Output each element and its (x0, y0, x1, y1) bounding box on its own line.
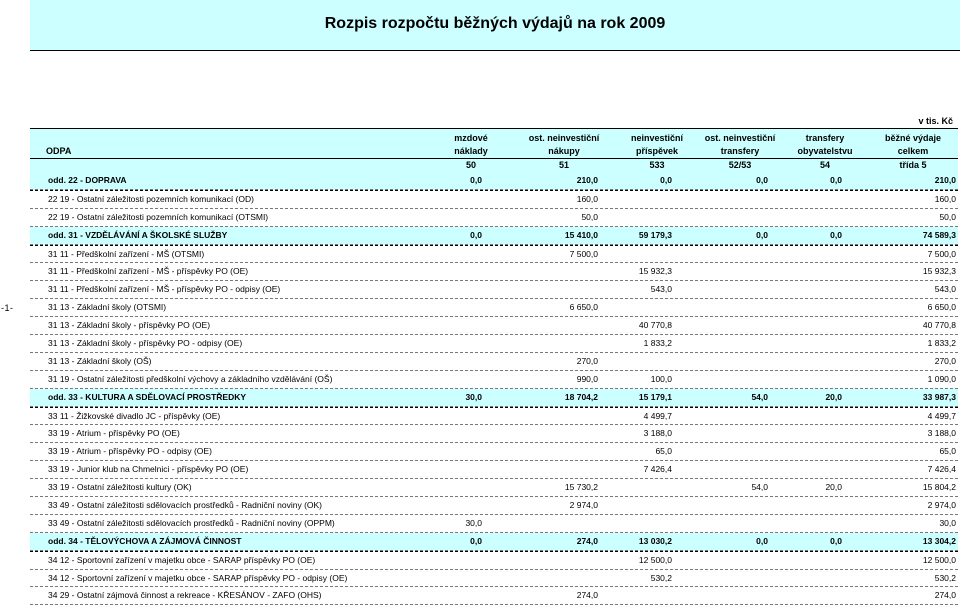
row-label: 31 13 - Základní školy - příspěvky PO - odpisy (OE) (48, 338, 243, 349)
header-col-line1: ost. neinvestiční (704, 133, 776, 143)
row-value-col-2: 50,0 (581, 211, 598, 222)
table-row (30, 425, 958, 443)
header-col-code: 50 (465, 160, 476, 170)
row-value-col-1: 0,0 (470, 535, 482, 546)
row-value-col-2: 18 704,2 (564, 391, 598, 402)
row-value-col-2: 2 974,0 (569, 500, 598, 511)
row-value-col-6: 7 426,4 (927, 464, 956, 475)
row-value-col-4: 0,0 (756, 535, 768, 546)
row-value-col-6: 15 804,2 (922, 482, 956, 493)
row-value-col-3: 543,0 (650, 284, 672, 295)
row-value-col-1: 0,0 (470, 175, 482, 185)
header-col-code: 533 (649, 160, 665, 170)
row-label: 33 19 - Atrium - příspěvky PO - odpisy (OE) (48, 446, 212, 457)
row-value-col-6: 40 770,8 (922, 320, 956, 331)
row-value-col-6: 270,0 (934, 355, 956, 366)
header-col-line2: obyvatelstvu (797, 146, 853, 156)
row-value-col-6: 65,0 (939, 446, 956, 457)
row-value-col-2: 6 650,0 (569, 302, 598, 313)
row-value-col-6: 6 650,0 (927, 302, 956, 313)
row-value-col-6: 33 987,3 (922, 391, 956, 402)
row-value-col-2: 270,0 (576, 355, 598, 366)
row-value-col-6: 15 932,3 (922, 266, 956, 277)
row-label: 33 49 - Ostatní záležitosti sdělovacích prostředků - Radniční noviny (OPPM) (48, 517, 335, 528)
row-label: odd. 34 - TĚLOVÝCHOVA A ZÁJMOVÁ ČINNOST (48, 535, 242, 546)
row-value-col-2: 990,0 (576, 373, 598, 384)
header-col-line2: nákupy (548, 146, 580, 156)
row-label: 31 13 - Základní školy - příspěvky PO (OE) (48, 320, 211, 331)
row-label: odd. 31 - VZDĚLÁVÁNÍ A ŠKOLSKÉ SLUŽBY (48, 229, 228, 240)
row-label: 33 19 - Ostatní záležitosti kultury (OK) (48, 482, 192, 493)
row-value-col-4: 0,0 (756, 229, 768, 240)
row-value-col-3: 100,0 (650, 373, 672, 384)
table-row (30, 479, 958, 497)
row-value-col-6: 12 500,0 (922, 554, 956, 565)
row-value-col-6: 160,0 (934, 193, 956, 204)
row-value-col-2: 274,0 (576, 535, 598, 546)
row-label: 33 19 - Junior klub na Chmelnici - příspěvky PO (OE) (48, 464, 249, 475)
header-col-line1: mzdové (454, 133, 488, 143)
row-label: 22 19 - Ostatní záležitosti pozemních komunikací (OD) (48, 193, 254, 204)
budget-table-body (30, 172, 958, 605)
row-value-col-2: 15 730,2 (564, 482, 598, 493)
page-number: - 1 - (1, 303, 13, 313)
row-value-col-5: 0,0 (830, 535, 842, 546)
row-value-col-6: 210,0 (934, 175, 956, 185)
row-label: 22 19 - Ostatní záležitosti pozemních komunikací (OTSMI) (48, 211, 269, 222)
header-col-line1: běžné výdaje (884, 133, 942, 143)
row-value-col-4: 54,0 (751, 482, 768, 493)
header-col-code: třída 5 (899, 160, 927, 170)
row-value-col-6: 274,0 (934, 590, 956, 601)
row-value-col-3: 40 770,8 (638, 320, 672, 331)
header-col-line1: transfery (805, 133, 845, 143)
row-label: 33 11 - Žižkovské divadlo JC - příspěvky (OE) (48, 410, 221, 421)
row-value-col-4: 54,0 (751, 391, 768, 402)
title-bar (30, 0, 960, 51)
table-row (30, 443, 958, 461)
row-value-col-3: 3 188,0 (643, 428, 672, 439)
header-col-line2: příspěvek (635, 146, 679, 156)
row-value-col-3: 7 426,4 (643, 464, 672, 475)
row-label: 31 13 - Základní školy (OŠ) (48, 355, 152, 366)
table-row (30, 551, 958, 570)
table-row (30, 407, 958, 426)
row-value-col-6: 1 090,0 (927, 373, 956, 384)
row-value-col-3: 12 500,0 (638, 554, 672, 565)
row-label: odd. 22 - DOPRAVA (48, 175, 127, 185)
table-row (30, 245, 958, 264)
table-row (30, 515, 958, 533)
table-header (30, 128, 958, 174)
row-value-col-3: 15 932,3 (638, 266, 672, 277)
table-row (30, 587, 958, 605)
header-col-line1: neinvestiční (630, 133, 684, 143)
row-label: 34 12 - Sportovní zařízení v majetku obce - SARAP příspěvky PO (OE) (48, 554, 316, 565)
row-value-col-6: 13 304,2 (922, 535, 956, 546)
table-row (30, 209, 958, 227)
row-value-col-5: 20,0 (825, 482, 842, 493)
row-value-col-3: 0,0 (660, 175, 672, 185)
row-value-col-5: 20,0 (825, 391, 842, 402)
table-row (30, 371, 958, 389)
row-label: odd. 33 - KULTURA A SDĚLOVACÍ PROSTŘEDKY (48, 391, 247, 402)
row-value-col-6: 4 499,7 (927, 410, 956, 421)
row-value-col-1: 0,0 (470, 229, 482, 240)
row-label: 34 29 - Ostatní zájmová činnost a rekreace - KŘESÁNOV - ZAFO (OHS) (48, 590, 322, 601)
row-value-col-6: 2 974,0 (927, 500, 956, 511)
table-row (30, 570, 958, 588)
table-row (30, 317, 958, 335)
row-label: 31 11 - Předškolní zařízení - MŠ - příspěvky PO - odpisy (OE) (48, 284, 281, 295)
row-value-col-2: 15 410,0 (564, 229, 598, 240)
header-col-line2: náklady (454, 146, 488, 156)
row-value-col-6: 7 500,0 (927, 248, 956, 259)
header-col-line2: celkem (897, 146, 929, 156)
row-label: 33 19 - Atrium - příspěvky PO (OE) (48, 428, 180, 439)
row-value-col-3: 13 030,2 (638, 535, 672, 546)
row-value-col-3: 1 833,2 (643, 338, 672, 349)
row-value-col-6: 30,0 (939, 517, 956, 528)
row-value-col-3: 65,0 (655, 446, 672, 457)
header-col-code: 51 (558, 160, 569, 170)
row-value-col-3: 15 179,1 (638, 391, 672, 402)
row-value-col-1: 30,0 (465, 391, 482, 402)
row-label: 34 12 - Sportovní zařízení v majetku obce - SARAP příspěvky PO - odpisy (OE) (48, 572, 348, 583)
row-value-col-2: 7 500,0 (569, 248, 598, 259)
row-value-col-2: 274,0 (576, 590, 598, 601)
row-value-col-5: 0,0 (830, 229, 842, 240)
row-value-col-6: 1 833,2 (927, 338, 956, 349)
row-value-col-2: 210,0 (576, 175, 598, 185)
row-value-col-1: 30,0 (465, 517, 482, 528)
row-value-col-3: 59 179,3 (638, 229, 672, 240)
header-col-line2: transfery (720, 146, 760, 156)
table-row (30, 299, 958, 317)
page-title: Rozpis rozpočtu běžných výdajů na rok 2009 (324, 15, 666, 32)
section-row (30, 533, 958, 551)
row-value-col-5: 0,0 (830, 175, 842, 185)
row-label: 31 19 - Ostatní záležitosti předškolní výchovy a základního vzdělávání (OŠ) (48, 373, 333, 384)
header-col-code: 54 (819, 160, 830, 170)
header-col-code: 52/53 (728, 160, 752, 170)
section-row (30, 172, 958, 190)
row-label: 33 49 - Ostatní záležitosti sdělovacích prostředků - Radniční noviny (OK) (48, 500, 323, 511)
section-row (30, 227, 958, 245)
table-row (30, 190, 958, 209)
table-row (30, 335, 958, 353)
units-label: v tis. Kč (918, 116, 953, 126)
row-value-col-2: 160,0 (576, 193, 598, 204)
row-value-col-3: 530,2 (650, 572, 672, 583)
table-row (30, 461, 958, 479)
table-row (30, 281, 958, 299)
row-value-col-6: 530,2 (934, 572, 956, 583)
header-odpa: ODPA (46, 146, 72, 156)
row-label: 31 13 - Základní školy (OTSMI) (48, 302, 167, 313)
table-row (30, 353, 958, 371)
row-label: 31 11 - Předškolní zařízení - MŠ - příspěvky PO (OE) (48, 266, 249, 277)
row-value-col-6: 543,0 (934, 284, 956, 295)
section-row (30, 389, 958, 407)
row-label: 31 11 - Předškolní zařízení - MŠ (OTSMI) (48, 248, 205, 259)
table-row (30, 263, 958, 281)
row-value-col-4: 0,0 (756, 175, 768, 185)
table-row (30, 497, 958, 515)
row-value-col-6: 74 589,3 (922, 229, 956, 240)
header-col-line1: ost. neinvestiční (528, 133, 600, 143)
row-value-col-6: 50,0 (939, 211, 956, 222)
row-value-col-3: 4 499,7 (643, 410, 672, 421)
row-value-col-6: 3 188,0 (927, 428, 956, 439)
